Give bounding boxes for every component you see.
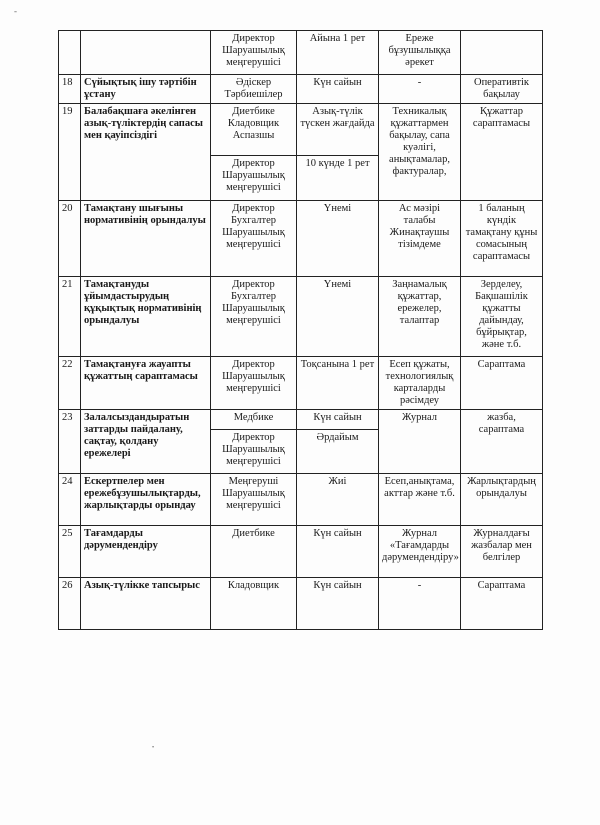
- cell-responsible: Директор Шаруашылық меңгерушісі: [211, 31, 297, 75]
- cell-result: 1 баланың күндік тамақтану құны сомасының сараптамасы: [461, 201, 543, 277]
- cell-task: Тағамдарды дәрумендендіру: [81, 526, 211, 578]
- cell-num: [59, 31, 81, 75]
- cell-num: 18: [59, 75, 81, 104]
- cell-frequency: Күн сайын: [297, 526, 379, 578]
- table-row: [59, 75, 543, 104]
- cell-method: Техникалық құжаттармен бақылау, сапа куәлігі, анықтамалар, фактуралар,: [379, 104, 461, 201]
- cell-responsible: Директор Шаруашылық меңгерушісі: [211, 357, 297, 410]
- cell-result: Зерделеу, Бақшашілік құжатты дайындау, бұйрықтар, және т.б.: [461, 277, 543, 357]
- cell-task: Балабақшаға әкелінген азық-түліктердің сапасы мен қауіпсіздігі: [81, 104, 211, 201]
- cell-num: 20: [59, 201, 81, 277]
- cell-result: Жарлықтардың орындалуы: [461, 474, 543, 526]
- table-row: [59, 104, 543, 156]
- cell-frequency: Әрдайым: [297, 430, 379, 474]
- cell-result: Сараптама: [461, 357, 543, 410]
- cell-num: 26: [59, 578, 81, 630]
- cell-frequency: Азық-түлік түскен жағдайда: [297, 104, 379, 156]
- cell-result: Оперативтік бақылау: [461, 75, 543, 104]
- table-row: [59, 277, 543, 357]
- cell-method: Ереже бұзушылыққа әрекет: [379, 31, 461, 75]
- cell-responsible: Әдіскер Тәрбиешілер: [211, 75, 297, 104]
- cell-task: [81, 31, 211, 75]
- cell-frequency: Күн сайын: [297, 75, 379, 104]
- cell-frequency: Тоқсанына 1 рет: [297, 357, 379, 410]
- control-plan-table: [58, 30, 543, 630]
- cell-method: Есеп,анықтама, акттар және т.б.: [379, 474, 461, 526]
- cell-method: -: [379, 578, 461, 630]
- cell-task: Азық-түлікке тапсырыс: [81, 578, 211, 630]
- cell-responsible: Медбике: [211, 410, 297, 430]
- cell-num: 25: [59, 526, 81, 578]
- cell-frequency: Күн сайын: [297, 410, 379, 430]
- cell-task: Залалсыздандыратын заттарды пайдалану, сақтау, қолдану ережелері: [81, 410, 211, 474]
- cell-task: Тамақтану шығыны нормативінің орындалуы: [81, 201, 211, 277]
- cell-responsible: Диетбике Кладовщик Аспазшы: [211, 104, 297, 156]
- cell-num: 19: [59, 104, 81, 201]
- cell-responsible: Меңгеруші Шаруашылық меңгерушісі: [211, 474, 297, 526]
- cell-frequency: Айына 1 рет: [297, 31, 379, 75]
- cell-frequency: 10 күнде 1 рет: [297, 156, 379, 201]
- cell-num: 23: [59, 410, 81, 474]
- cell-method: Журнал «Тағамдарды дәрумендендіру»: [379, 526, 461, 578]
- cell-result: [461, 31, 543, 75]
- table-row: [59, 357, 543, 410]
- cell-responsible: Директор Шаруашылық меңгерушісі: [211, 430, 297, 474]
- cell-method: Журнал: [379, 410, 461, 474]
- scan-mark-top: -: [14, 6, 17, 16]
- cell-responsible: Кладовщик: [211, 578, 297, 630]
- table-row: [59, 201, 543, 277]
- cell-num: 22: [59, 357, 81, 410]
- cell-method: Ас мәзірі талабы Жинақтаушы тізімдеме: [379, 201, 461, 277]
- cell-task: Тамақтануға жауапты құжаттың сараптамасы: [81, 357, 211, 410]
- cell-method: Заңнамалық құжаттар, ережелер, талаптар: [379, 277, 461, 357]
- cell-frequency: Үнемі: [297, 201, 379, 277]
- cell-method: -: [379, 75, 461, 104]
- cell-frequency: Жиі: [297, 474, 379, 526]
- cell-task: Ескертпелер мен ережебұзушылықтарды, жарлықтарды орындау: [81, 474, 211, 526]
- table-row: [59, 526, 543, 578]
- cell-num: 24: [59, 474, 81, 526]
- table-row: [59, 474, 543, 526]
- cell-result: Құжаттар сараптамасы: [461, 104, 543, 201]
- cell-responsible: Директор Бухгалтер Шаруашылық меңгерушісі: [211, 277, 297, 357]
- cell-frequency: Күн сайын: [297, 578, 379, 630]
- cell-task: Сүйықтық ішу тәртібін ұстану: [81, 75, 211, 104]
- cell-responsible: Директор Шаруашылық меңгерушісі: [211, 156, 297, 201]
- table-row: [59, 578, 543, 630]
- scan-mark-bottom: •: [152, 745, 155, 751]
- cell-result: жазба, сараптама: [461, 410, 543, 474]
- cell-method: Есеп құжаты, технологиялық карталарды рәсімдеу: [379, 357, 461, 410]
- cell-frequency: Үнемі: [297, 277, 379, 357]
- cell-result: Сараптама: [461, 578, 543, 630]
- table-row: [59, 31, 543, 75]
- cell-task: Тамақтануды ұйымдастырудың құқықтық нормативінің орындалуы: [81, 277, 211, 357]
- cell-num: 21: [59, 277, 81, 357]
- cell-responsible: Диетбике: [211, 526, 297, 578]
- cell-responsible: Директор Бухгалтер Шаруашылық меңгерушісі: [211, 201, 297, 277]
- table-row: [59, 410, 543, 430]
- cell-result: Журналдағы жазбалар мен белгілер: [461, 526, 543, 578]
